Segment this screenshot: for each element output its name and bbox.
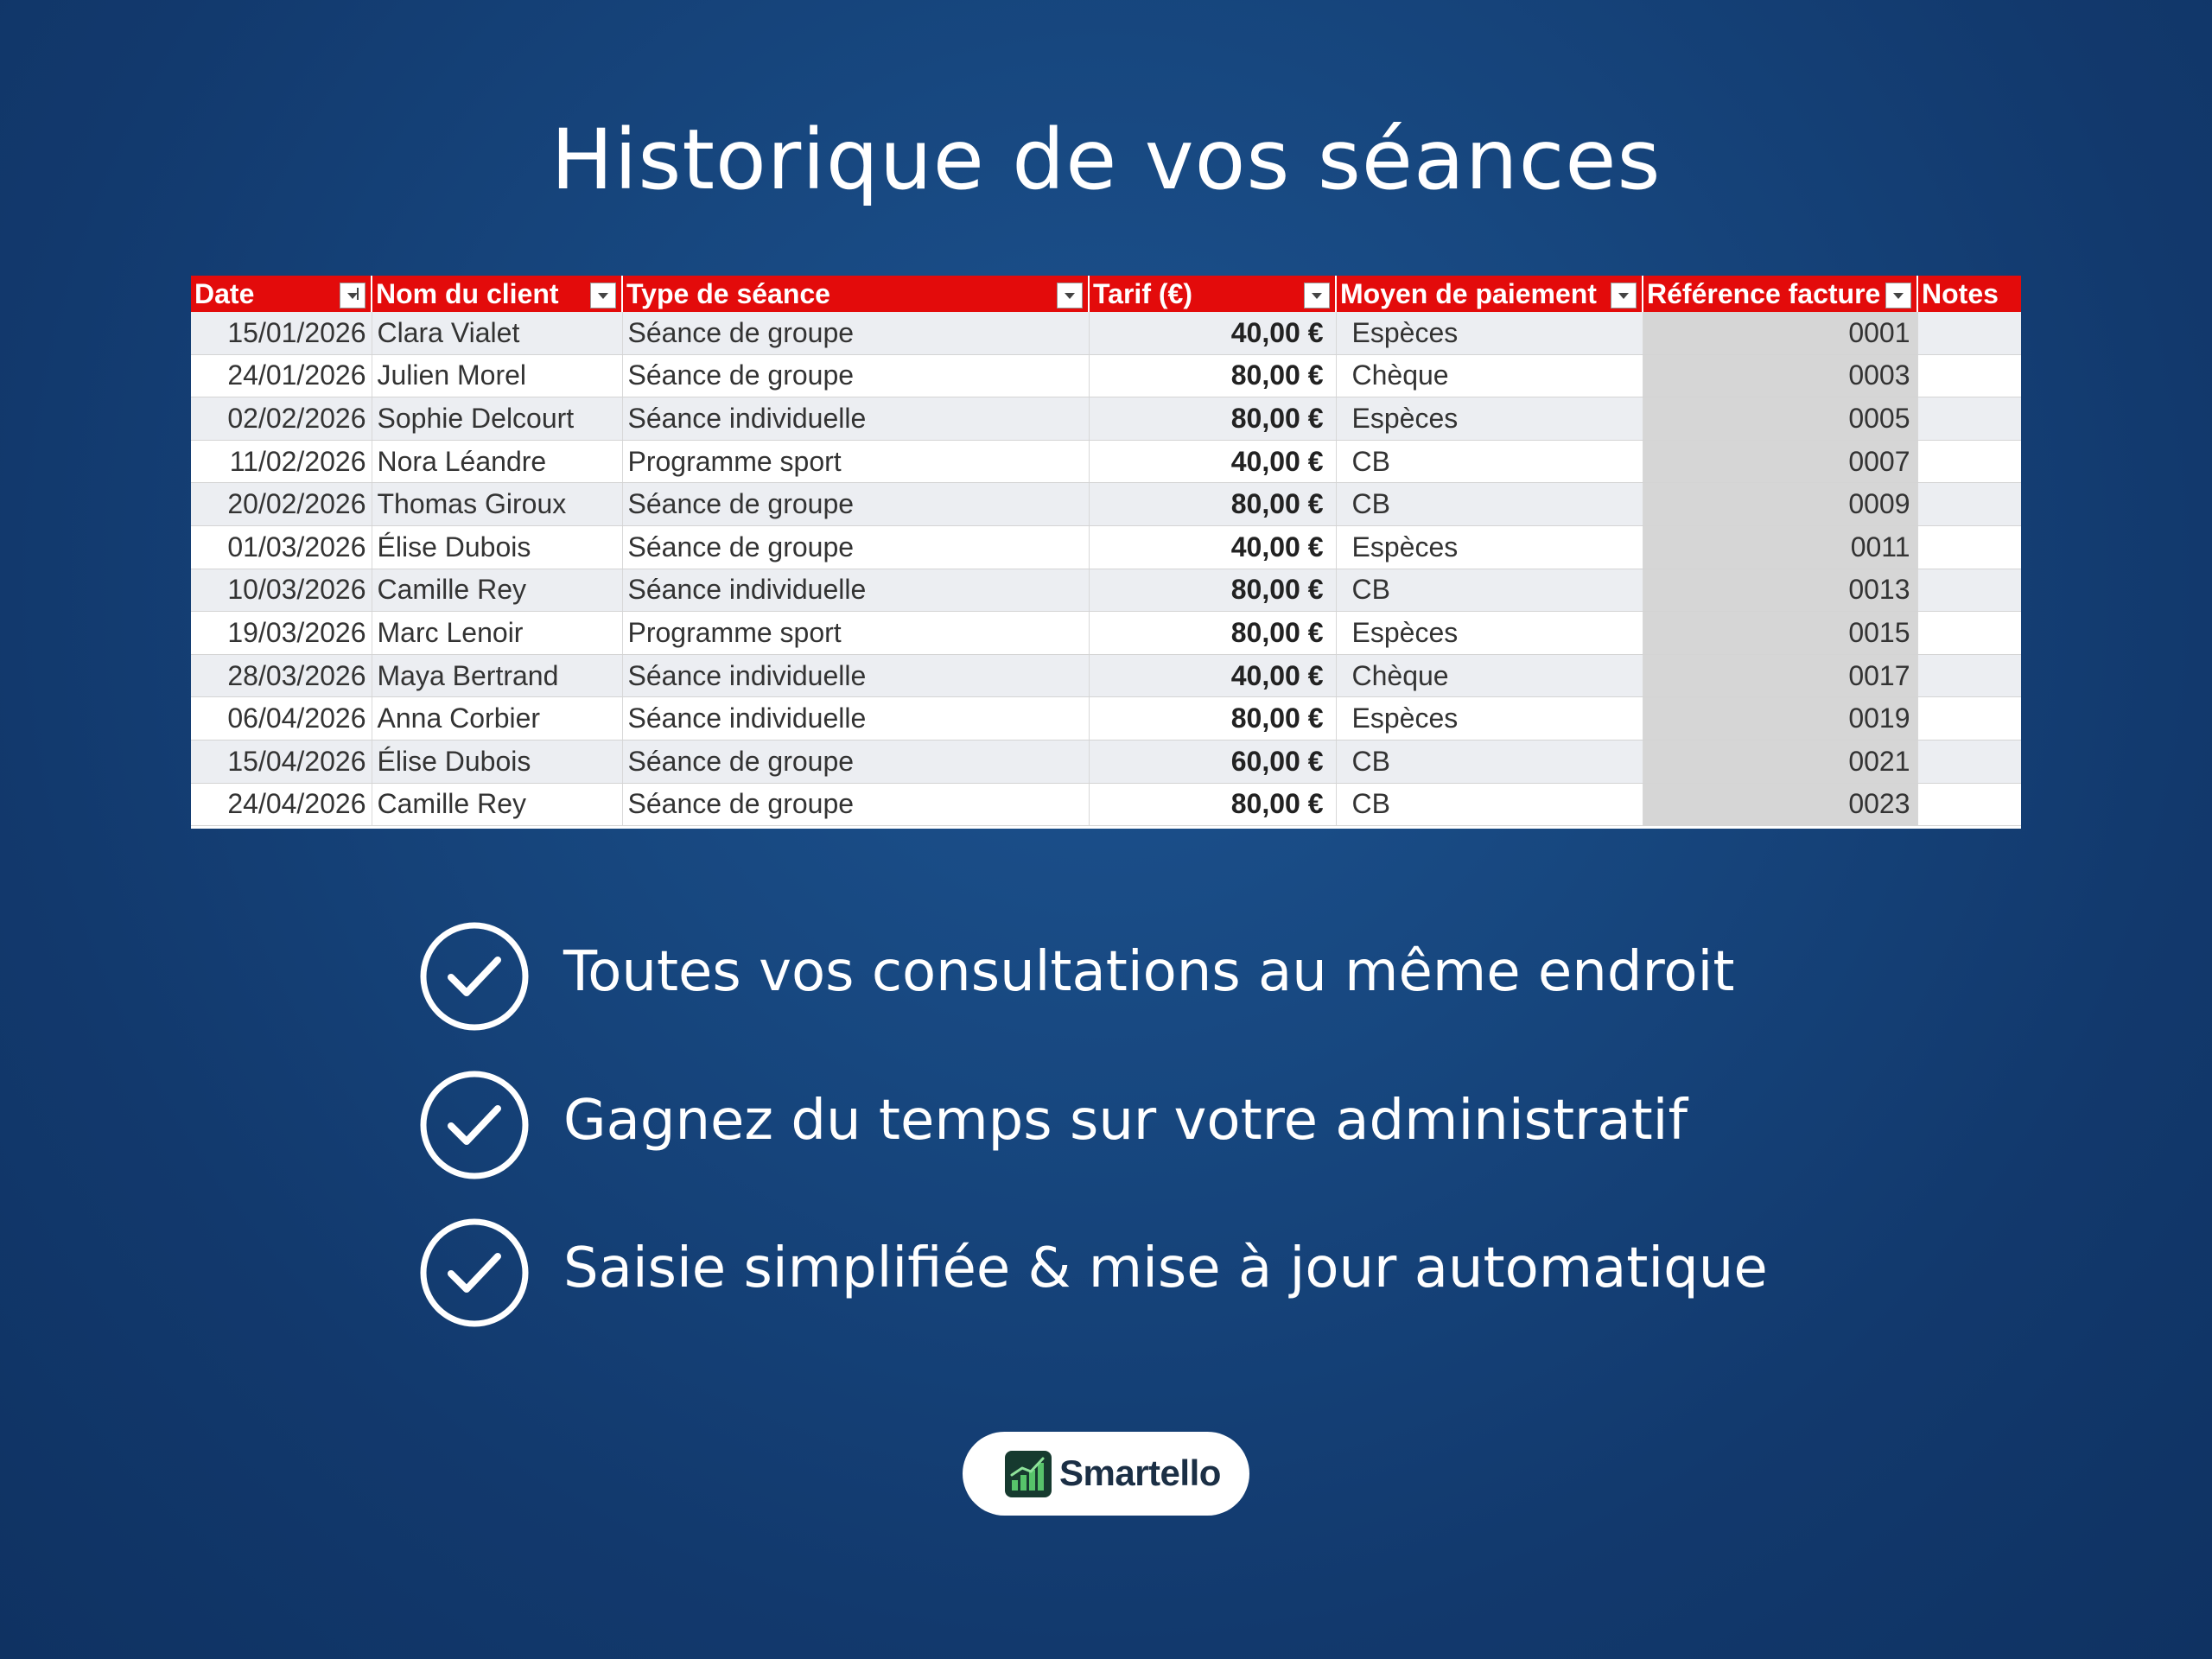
cell-notes[interactable] — [1917, 612, 2021, 655]
feature-text: Toutes vos consultations au même endroit — [563, 940, 1735, 1004]
cell-notes[interactable] — [1917, 483, 2021, 526]
column-header-client[interactable] — [372, 276, 622, 312]
filter-dropdown-icon[interactable] — [1611, 283, 1637, 308]
cell-client[interactable]: Élise Dubois — [372, 740, 622, 783]
column-header-label: Moyen de paiement — [1340, 277, 1597, 309]
feature-text: Gagnez du temps sur votre administratif — [563, 1089, 1688, 1153]
cell-notes[interactable] — [1917, 740, 2021, 783]
cell-tarif[interactable]: 80,00 € — [1089, 397, 1336, 441]
cell-client[interactable]: Marc Lenoir — [372, 612, 622, 655]
column-header-reference[interactable] — [1643, 276, 1917, 312]
column-header-label: Notes — [1922, 277, 1999, 309]
cell-client[interactable]: Camille Rey — [372, 569, 622, 612]
cell-paiement[interactable]: CB — [1336, 569, 1643, 612]
cell-tarif[interactable]: 40,00 € — [1089, 312, 1336, 354]
cell-notes[interactable] — [1917, 697, 2021, 741]
column-header-paiement[interactable] — [1336, 276, 1643, 312]
cell-type[interactable]: Séance individuelle — [622, 697, 1089, 741]
table-row — [191, 740, 2021, 783]
cell-paiement[interactable]: Espèces — [1336, 312, 1643, 354]
column-header-tarif[interactable] — [1089, 276, 1336, 312]
cell-notes[interactable] — [1917, 354, 2021, 397]
cell-reference[interactable]: 0011 — [1643, 525, 1917, 569]
cell-paiement[interactable]: CB — [1336, 740, 1643, 783]
cell-date[interactable]: 01/03/2026 — [191, 525, 372, 569]
cell-type[interactable]: Séance de groupe — [622, 740, 1089, 783]
filter-dropdown-icon[interactable] — [1057, 283, 1083, 308]
cell-tarif[interactable]: 80,00 € — [1089, 569, 1336, 612]
column-header-date[interactable] — [191, 276, 372, 312]
cell-notes[interactable] — [1917, 397, 2021, 441]
sessions-table — [191, 276, 2021, 826]
brand-name: Smartello — [1059, 1452, 1221, 1493]
cell-client[interactable]: Sophie Delcourt — [372, 397, 622, 441]
table-row — [191, 612, 2021, 655]
table-header-row — [191, 276, 2021, 312]
cell-client[interactable]: Nora Léandre — [372, 440, 622, 483]
sessions-spreadsheet — [191, 276, 2021, 829]
cell-client[interactable]: Thomas Giroux — [372, 483, 622, 526]
cell-notes[interactable] — [1917, 654, 2021, 697]
table-row — [191, 654, 2021, 697]
cell-tarif[interactable]: 40,00 € — [1089, 440, 1336, 483]
cell-paiement[interactable]: Espèces — [1336, 612, 1643, 655]
table-body — [191, 312, 2021, 826]
table-row — [191, 697, 2021, 741]
feature-text: Saisie simplifiée & mise à jour automatique — [563, 1236, 1768, 1300]
cell-tarif[interactable]: 80,00 € — [1089, 697, 1336, 741]
cell-notes[interactable] — [1917, 525, 2021, 569]
cell-reference[interactable]: 0013 — [1643, 569, 1917, 612]
table-row — [191, 440, 2021, 483]
cell-client[interactable]: Maya Bertrand — [372, 654, 622, 697]
cell-date[interactable]: 28/03/2026 — [191, 654, 372, 697]
cell-notes[interactable] — [1917, 312, 2021, 354]
check-circle-icon — [418, 1217, 531, 1329]
cell-reference[interactable]: 0019 — [1643, 697, 1917, 741]
table-row — [191, 354, 2021, 397]
cell-paiement[interactable]: CB — [1336, 440, 1643, 483]
cell-reference[interactable]: 0021 — [1643, 740, 1917, 783]
cell-paiement[interactable]: CB — [1336, 783, 1643, 826]
column-header-label: Référence facture — [1647, 277, 1881, 309]
cell-client[interactable]: Clara Vialet — [372, 312, 622, 354]
cell-date[interactable]: 19/03/2026 — [191, 612, 372, 655]
cell-type[interactable]: Séance de groupe — [622, 483, 1089, 526]
cell-reference[interactable]: 0005 — [1643, 397, 1917, 441]
cell-type[interactable]: Séance de groupe — [622, 354, 1089, 397]
cell-tarif[interactable]: 80,00 € — [1089, 612, 1336, 655]
cell-tarif[interactable]: 40,00 € — [1089, 525, 1336, 569]
table-row — [191, 483, 2021, 526]
cell-type[interactable]: Séance de groupe — [622, 783, 1089, 826]
cell-tarif[interactable]: 80,00 € — [1089, 483, 1336, 526]
table-row — [191, 783, 2021, 826]
cell-type[interactable]: Séance de groupe — [622, 312, 1089, 354]
cell-type[interactable]: Programme sport — [622, 612, 1089, 655]
cell-notes[interactable] — [1917, 783, 2021, 826]
cell-type[interactable]: Séance individuelle — [622, 397, 1089, 441]
table-row — [191, 525, 2021, 569]
check-circle-icon — [418, 920, 531, 1033]
cell-tarif[interactable]: 40,00 € — [1089, 654, 1336, 697]
cell-notes[interactable] — [1917, 440, 2021, 483]
feature-item — [418, 1069, 2060, 1181]
cell-reference[interactable]: 0017 — [1643, 654, 1917, 697]
cell-paiement[interactable]: Espèces — [1336, 525, 1643, 569]
column-header-notes[interactable] — [1917, 276, 2021, 312]
cell-client[interactable]: Camille Rey — [372, 783, 622, 826]
cell-paiement[interactable]: Espèces — [1336, 397, 1643, 441]
cell-paiement[interactable]: Chèque — [1336, 354, 1643, 397]
cell-tarif[interactable]: 80,00 € — [1089, 354, 1336, 397]
filter-dropdown-icon[interactable] — [590, 283, 616, 308]
cell-date[interactable]: 02/02/2026 — [191, 397, 372, 441]
column-header-type[interactable] — [622, 276, 1089, 312]
bar-chart-logo-icon — [1005, 1451, 1052, 1497]
cell-client[interactable]: Élise Dubois — [372, 525, 622, 569]
column-header-label: Tarif (€) — [1093, 277, 1192, 309]
cell-tarif[interactable]: 60,00 € — [1089, 740, 1336, 783]
cell-reference[interactable]: 0007 — [1643, 440, 1917, 483]
feature-item — [418, 1217, 2060, 1329]
brand-badge — [963, 1432, 1249, 1516]
column-header-label: Nom du client — [376, 277, 559, 309]
cell-type[interactable]: Programme sport — [622, 440, 1089, 483]
cell-paiement[interactable]: CB — [1336, 483, 1643, 526]
cell-date[interactable]: 15/04/2026 — [191, 740, 372, 783]
check-circle-icon — [418, 1069, 531, 1181]
cell-paiement[interactable]: Espèces — [1336, 697, 1643, 741]
feature-item — [418, 920, 2060, 1033]
filter-dropdown-icon[interactable] — [1885, 283, 1911, 308]
cell-date[interactable]: 10/03/2026 — [191, 569, 372, 612]
cell-reference[interactable]: 0009 — [1643, 483, 1917, 526]
cell-type[interactable]: Séance individuelle — [622, 569, 1089, 612]
cell-date[interactable]: 20/02/2026 — [191, 483, 372, 526]
page-title: Historique de vos séances — [550, 111, 1662, 208]
sort-filter-icon[interactable] — [340, 283, 365, 308]
cell-date[interactable]: 11/02/2026 — [191, 440, 372, 483]
cell-paiement[interactable]: Chèque — [1336, 654, 1643, 697]
cell-reference[interactable]: 0015 — [1643, 612, 1917, 655]
table-row — [191, 397, 2021, 441]
cell-date[interactable]: 24/04/2026 — [191, 783, 372, 826]
table-row — [191, 569, 2021, 612]
column-header-label: Type de séance — [626, 277, 830, 309]
cell-date[interactable]: 06/04/2026 — [191, 697, 372, 741]
cell-reference[interactable]: 0003 — [1643, 354, 1917, 397]
cell-type[interactable]: Séance individuelle — [622, 654, 1089, 697]
cell-reference[interactable]: 0001 — [1643, 312, 1917, 354]
cell-client[interactable]: Julien Morel — [372, 354, 622, 397]
column-header-label: Date — [194, 277, 255, 309]
cell-date[interactable]: 15/01/2026 — [191, 312, 372, 354]
cell-reference[interactable]: 0023 — [1643, 783, 1917, 826]
cell-type[interactable]: Séance de groupe — [622, 525, 1089, 569]
table-row — [191, 312, 2021, 354]
cell-client[interactable]: Anna Corbier — [372, 697, 622, 741]
cell-date[interactable]: 24/01/2026 — [191, 354, 372, 397]
cell-notes[interactable] — [1917, 569, 2021, 612]
filter-dropdown-icon[interactable] — [1304, 283, 1330, 308]
cell-tarif[interactable]: 80,00 € — [1089, 783, 1336, 826]
